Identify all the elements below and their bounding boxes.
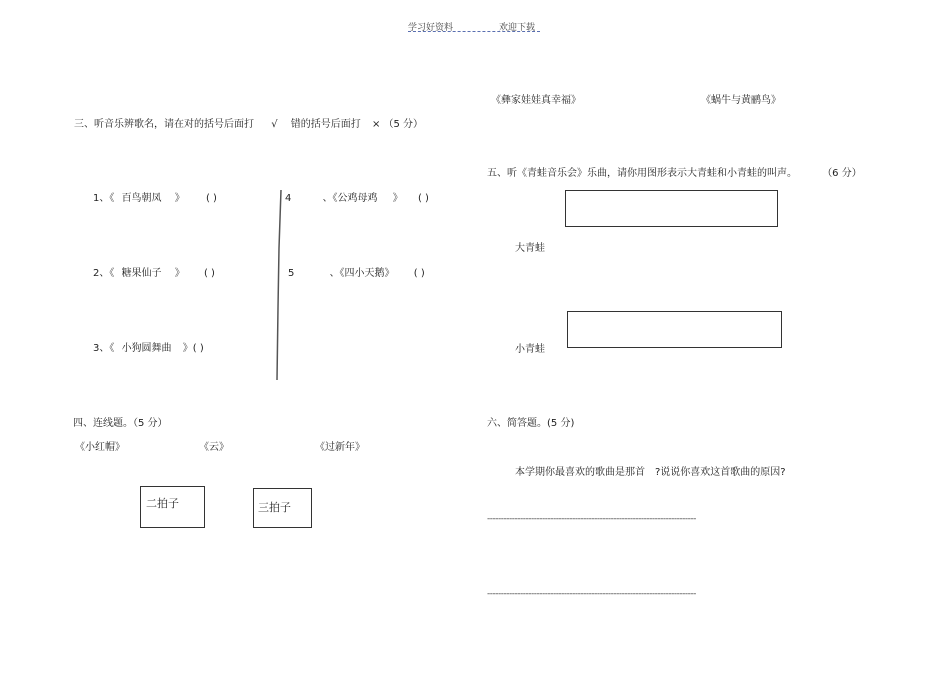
header-right-text: 欢迎下载 [499,23,536,33]
item-close: 》( [182,343,197,354]
answer-paren[interactable]: ( ) [413,268,425,279]
section3-score: （5 分） [383,119,424,130]
answer-paren[interactable]: ) [199,343,204,354]
answer-line-2[interactable]: ---------------------------------------------------------------------------- [487,589,696,599]
song-xiaohongmao: 《小红帽》 [75,442,125,453]
header-left-text: 学习好资料 [408,23,454,33]
section3-title-a: 三、听音乐辨歌名，请在对的括号后面打 [74,119,254,130]
box-erpaizi-label: 二拍子 [146,497,179,510]
item-num: 4 [285,193,292,204]
answer-line-1[interactable]: ---------------------------------------------------------------------------- [487,514,696,524]
item-num: 3、《 [93,343,115,354]
song-woniu: 《蜗牛与黄鹂鸟》 [701,95,781,106]
section6-title: 六、简答题。(5 分) [487,418,575,429]
header-underline [408,31,540,32]
section6-question: 本学期你最喜欢的歌曲是那首 ?说说你喜欢这首歌曲的原因? [515,467,786,478]
big-frog-label: 大青蛙 [515,243,545,254]
song-yun: 《云》 [199,442,229,453]
item-name: 、《公鸡母鸡 [322,193,378,204]
song-yijia: 《彝家娃娃真幸福》 [491,95,581,106]
list-item [285,189,429,204]
box-sanpaizi-label: 三拍子 [258,501,291,514]
big-frog-box[interactable] [565,190,778,227]
list-item [93,339,204,354]
section4-title: 四、连线题。（5 分） [73,418,168,429]
cross-mark: × [371,119,381,130]
section5-score: （6 分） [822,168,862,179]
list-item [288,264,425,279]
check-mark: √ [271,119,278,130]
item-num: 1、《 [93,193,115,204]
item-close: 》 [174,268,185,279]
section3-title-b: 错的括号后面打 [290,119,361,130]
section3-title [74,115,423,130]
section5-title [487,164,862,179]
item-name: 糖果仙子 [121,268,162,279]
item-close: 》 [174,193,185,204]
answer-paren[interactable]: ( ) [205,193,217,204]
item-name: 小狗圆舞曲 [121,343,172,354]
item-num: 2、《 [93,268,115,279]
section5-title-text: 五、听《青蛙音乐会》乐曲，请你用图形表示大青蛙和小青蛙的叫声。 [487,168,797,179]
small-frog-box[interactable] [567,311,782,348]
item-num: 5 [288,268,295,279]
item-name: 百鸟朝凤 [121,193,162,204]
box-sanpaizi[interactable] [253,488,312,528]
box-erpaizi[interactable] [140,486,205,528]
answer-paren[interactable]: ( ) [203,268,215,279]
item-name: 、《四小天鹅》 [329,268,395,279]
small-frog-label: 小青蛙 [515,344,545,355]
divider-line [270,188,286,384]
song-guoxinnian: 《过新年》 [315,442,365,453]
item-close: 》 [392,193,403,204]
list-item [93,264,215,279]
list-item [93,189,217,204]
answer-paren[interactable]: ( ) [417,193,429,204]
